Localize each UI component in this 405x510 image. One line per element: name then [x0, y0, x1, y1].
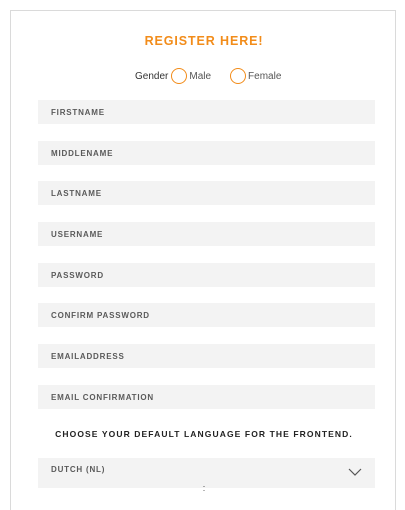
- firstname-field[interactable]: FIRSTNAME: [38, 100, 375, 124]
- language-select-value: DUTCH (NL): [51, 465, 106, 474]
- footer-mark: :: [202, 483, 206, 493]
- username-field[interactable]: USERNAME: [38, 222, 375, 246]
- page-title: REGISTER HERE!: [144, 34, 264, 48]
- radio-female[interactable]: [230, 68, 246, 84]
- radio-male[interactable]: [171, 68, 187, 84]
- radio-female-label[interactable]: Female: [248, 70, 282, 82]
- confirm-password-field[interactable]: CONFIRM PASSWORD: [38, 303, 375, 327]
- lastname-field[interactable]: LASTNAME: [38, 181, 375, 205]
- chevron-down-icon: [348, 468, 362, 476]
- gender-radio-group: [135, 67, 281, 85]
- registration-card: [10, 10, 396, 510]
- language-notice: CHOOSE YOUR DEFAULT LANGUAGE FOR THE FRONTEND.: [55, 429, 353, 439]
- emailaddress-field[interactable]: EMAILADDRESS: [38, 344, 375, 368]
- gender-label: Gender: [135, 70, 169, 82]
- password-field[interactable]: PASSWORD: [38, 263, 375, 287]
- email-confirmation-field[interactable]: EMAIL CONFIRMATION: [38, 385, 375, 409]
- middlename-field[interactable]: MIDDLENAME: [38, 141, 375, 165]
- radio-male-label[interactable]: Male: [189, 70, 212, 82]
